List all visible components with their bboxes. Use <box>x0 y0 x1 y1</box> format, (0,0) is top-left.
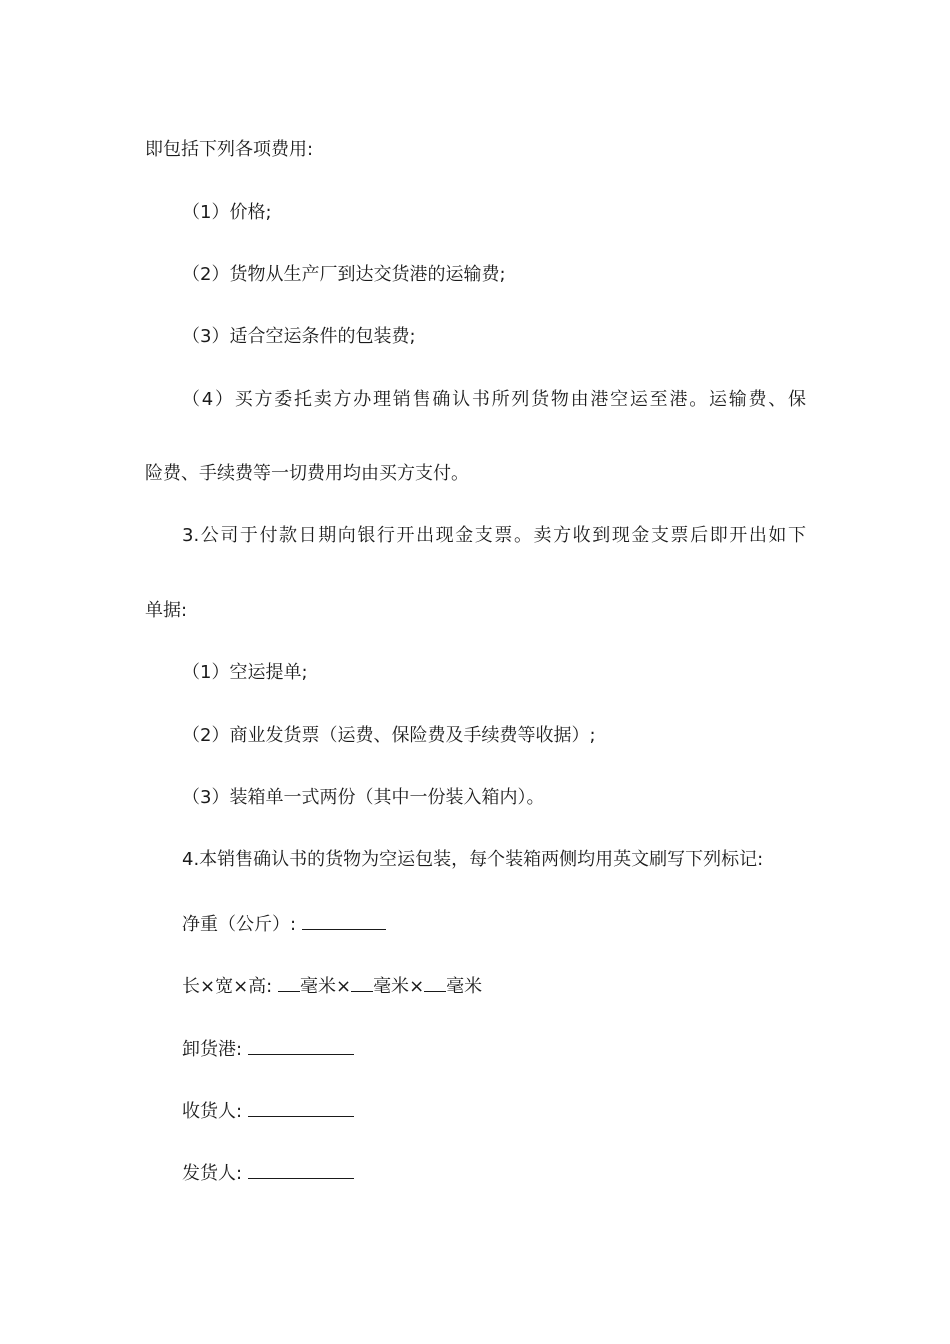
text-line: （4）买方委托卖方办理销售确认书所列货物由港空运至港。运输费、保 <box>182 389 806 410</box>
length-unit: 毫米 <box>299 976 336 997</box>
height-blank[interactable] <box>424 973 446 992</box>
width-unit: 毫米 <box>373 976 410 997</box>
consignee-label: 收货人: <box>182 1101 243 1122</box>
text-line: 险费、手续费等一切费用均由买方支付。 <box>145 463 469 484</box>
text-line: 3.公司于付款日期向银行开出现金支票。卖方收到现金支票后即开出如下 <box>182 525 806 546</box>
consignee-blank[interactable] <box>248 1098 354 1117</box>
times-sign: × <box>409 976 425 997</box>
dimensions-field <box>182 973 482 999</box>
net-weight-field <box>182 911 386 937</box>
text-line: （1）价格; <box>182 202 272 223</box>
consignor-field <box>182 1160 354 1186</box>
text-line: （3）适合空运条件的包装费; <box>182 326 416 347</box>
dimensions-label: 长×宽×高: <box>182 976 273 997</box>
text-line: 4.本销售确认书的货物为空运包装，每个装箱两侧均用英文刷写下列标记: <box>182 849 764 870</box>
height-unit: 毫米 <box>446 976 483 997</box>
text-line: （2）商业发货票（运费、保险费及手续费等收据）; <box>182 725 596 746</box>
net-weight-label: 净重（公斤）: <box>182 914 297 935</box>
text-line: 单据: <box>145 600 188 621</box>
times-sign: × <box>335 976 352 997</box>
length-blank[interactable] <box>278 973 300 992</box>
discharge-port-label: 卸货港: <box>182 1039 243 1060</box>
discharge-port-field <box>182 1036 354 1062</box>
consignor-blank[interactable] <box>248 1160 354 1179</box>
width-blank[interactable] <box>351 973 373 992</box>
text-line: 即包括下列各项费用: <box>145 139 314 160</box>
consignor-label: 发货人: <box>182 1163 243 1184</box>
net-weight-blank[interactable] <box>302 911 386 930</box>
consignee-field <box>182 1098 354 1124</box>
text-line: （1）空运提单; <box>182 662 308 683</box>
text-line: （3）装箱单一式两份（其中一份装入箱内）。 <box>182 787 545 808</box>
discharge-port-blank[interactable] <box>248 1036 354 1055</box>
text-line: （2）货物从生产厂到达交货港的运输费; <box>182 264 506 285</box>
